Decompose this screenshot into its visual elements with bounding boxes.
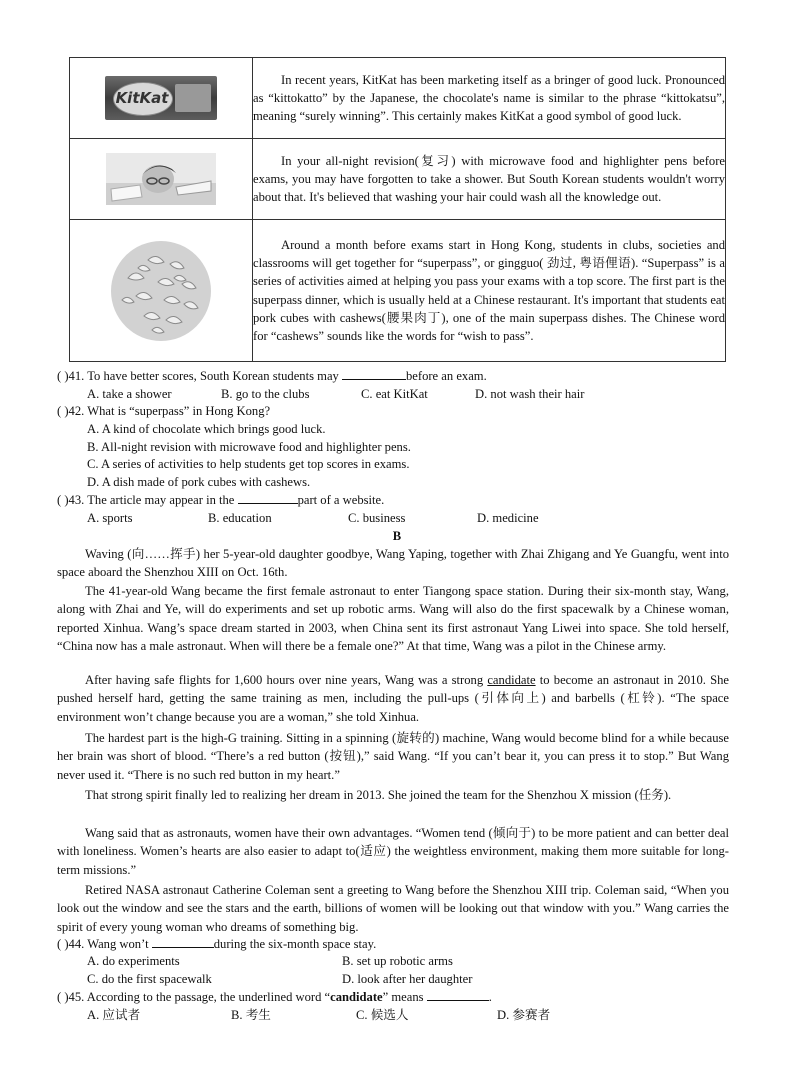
option-b: B. go to the clubs: [221, 387, 310, 401]
question-43-options: [87, 509, 687, 527]
answer-blank[interactable]: [238, 491, 298, 504]
kitkat-bar-image: [105, 76, 217, 120]
option-a: A. do experiments: [87, 954, 180, 968]
question-45-options: [87, 1006, 687, 1024]
option-d: D. look after her daughter: [342, 972, 473, 986]
question-44: [57, 935, 376, 953]
table-row: [70, 220, 726, 362]
option-b: B. set up robotic arms: [342, 954, 453, 968]
question-43-suffix: part of a website.: [297, 493, 385, 507]
question-45-suffix: .: [488, 990, 492, 1004]
option-d: D. 参赛者: [497, 1008, 551, 1022]
option-a: A. take a shower: [87, 387, 172, 401]
table-row: [70, 139, 726, 220]
option-b: B. All-night revision with microwave food and highlighter pens.: [87, 440, 411, 454]
kitkat-image-cell: [70, 58, 253, 139]
answer-blank[interactable]: [152, 935, 214, 948]
option-c: C. eat KitKat: [361, 387, 428, 401]
section-heading: B: [392, 529, 402, 543]
kitkat-paragraph: In recent years, KitKat has been marketing itself as a bringer of good luck. Pronounced as “kittokatto” by the Japanese, the chocolate's name is similar to the phrase “kittokatsu”, meaning “surely winning”. This certainly makes KitKat a good symbol of good luck.: [253, 58, 726, 139]
answer-blank[interactable]: [342, 367, 406, 380]
passage-paragraph-6: Wang said that as astronauts, women have their own advantages. “Women tend (倾向于) to be more patient and can better deal with loneliness. Women’s hearts are also easier to adapt to(适应) the weightless environment, making them more suitable for long-term missions.”: [57, 826, 729, 877]
option-d: D. medicine: [477, 511, 539, 525]
question-41-options: [87, 385, 687, 403]
question-45: [57, 988, 492, 1006]
option-c: C. business: [348, 511, 406, 525]
passage-paragraph-2: The 41-year-old Wang became the first female astronaut to enter Tiangong space station. During their six-month stay, Wang, along with Zhai and Ye, will do experiments and set up robotic arms. Wang will also do the first spacewalk by a Chinese woman, reported Xinhua. Wang’s space dream started in 2003, when China sent its first astronaut Yang Liwei into space. She told herself, “China now has a male astronaut. When will there be a female one?” At that time, Wang was a pilot in the Chinese army.: [57, 584, 729, 654]
paragraph-3-part-2: to become an astronaut in 2010. She pushed herself hard, getting the same training as men, including the pull-ups (引体向上) and barbells (杠铃). “The space environment won’t change because you are a woman,” she told Xinhua.: [57, 673, 729, 724]
question-44-prefix: ( )44. Wang won’t: [57, 937, 152, 951]
question-45-mid: ” means: [382, 990, 427, 1004]
option-a: A. sports: [87, 511, 133, 525]
question-43-prefix: ( )43. The article may appear in the: [57, 493, 238, 507]
passage-paragraph-1: Waving (向……挥手) her 5-year-old daughter goodbye, Wang Yaping, together with Zhai Zhigang and Ye Guangfu, went into space aboard the Shenzhou XIII on Oct. 16th.: [57, 547, 729, 580]
sleeping-student-image-cell: [70, 139, 253, 220]
question-41-prefix: ( )41. To have better scores, South Korean students may: [57, 369, 342, 383]
question-43: [57, 491, 384, 509]
cashews-image: [108, 238, 214, 344]
answer-blank[interactable]: [427, 988, 489, 1001]
passage-paragraph-3: [57, 671, 729, 726]
question-45-word: candidate: [330, 990, 383, 1004]
passage-paragraph-7: Retired NASA astronaut Catherine Coleman sent a greeting to Wang before the Shenzhou XIII trip. Coleman said, “When you look out the window and see the stars and the earth, billions of women will be looking out that window with you.” Wang carries the spirit of every young woman who dreams of something big.: [57, 883, 729, 934]
question-41-suffix: before an exam.: [405, 369, 487, 383]
passage-paragraph-5: That strong spirit finally led to realizing her dream in 2013. She joined the team for the Shenzhou X mission (任务).: [85, 788, 672, 802]
option-d: D. not wash their hair: [475, 387, 585, 401]
option-b: B. education: [208, 511, 272, 525]
paragraph-3-part-1: After having safe flights for 1,600 hours over nine years, Wang was a strong: [85, 673, 488, 687]
passage-paragraph-4: The hardest part is the high-G training. Sitting in a spinning (旋转的) machine, Wang would become blind for a while because her brain was short of blood. “There’s a red button (按钮),” said Wang. “If you can’t bear it, you can press it to stop.” But Wang never used it. “There is no such red button in my heart.”: [57, 731, 729, 782]
kitkat-logo-text: KitKat: [115, 89, 169, 107]
sleeping-student-image: [106, 153, 216, 205]
info-table: [69, 57, 726, 362]
option-c: C. A series of activities to help students get top scores in exams.: [87, 457, 410, 471]
question-44-suffix: during the six-month space stay.: [213, 937, 377, 951]
question-42: ( )42. What is “superpass” in Hong Kong?: [57, 404, 271, 418]
kitkat-package-label: [175, 84, 211, 112]
superpass-paragraph: Around a month before exams start in Hong Kong, students in clubs, societies and classrooms will get together for “superpass”, or gingguo( 劲过, 粤语俚语). “Superpass” is a series of activities aimed at helping you pass your exams with a top score. The first part is the superpass dinner, which is usually held at a Chinese restaurant. It's important that students eat pork cubes with cashews(腰果肉丁), one of the main superpass dishes. The Chinese word for “cashews” sounds like the words for “wish to pass”.: [253, 220, 726, 362]
question-45-prefix: ( )45. According to the passage, the underlined word “: [57, 990, 331, 1004]
option-c: C. 候选人: [356, 1008, 409, 1022]
option-a: A. A kind of chocolate which brings good luck.: [87, 422, 326, 436]
underlined-word: candidate: [487, 673, 536, 687]
option-d: D. A dish made of pork cubes with cashews.: [87, 475, 311, 489]
cashews-image-cell: [70, 220, 253, 362]
option-c: C. do the first spacewalk: [87, 972, 212, 986]
question-41: [57, 367, 487, 385]
table-row: [70, 58, 726, 139]
korean-students-paragraph: In your all-night revision(复习) with microwave food and highlighter pens before exams, you may have forgotten to take a shower. But South Korean students wouldn't worry about that. It's believed that washing your hair could wash all the knowledge out.: [253, 139, 726, 220]
option-a: A. 应试者: [87, 1008, 141, 1022]
option-b: B. 考生: [231, 1008, 271, 1022]
